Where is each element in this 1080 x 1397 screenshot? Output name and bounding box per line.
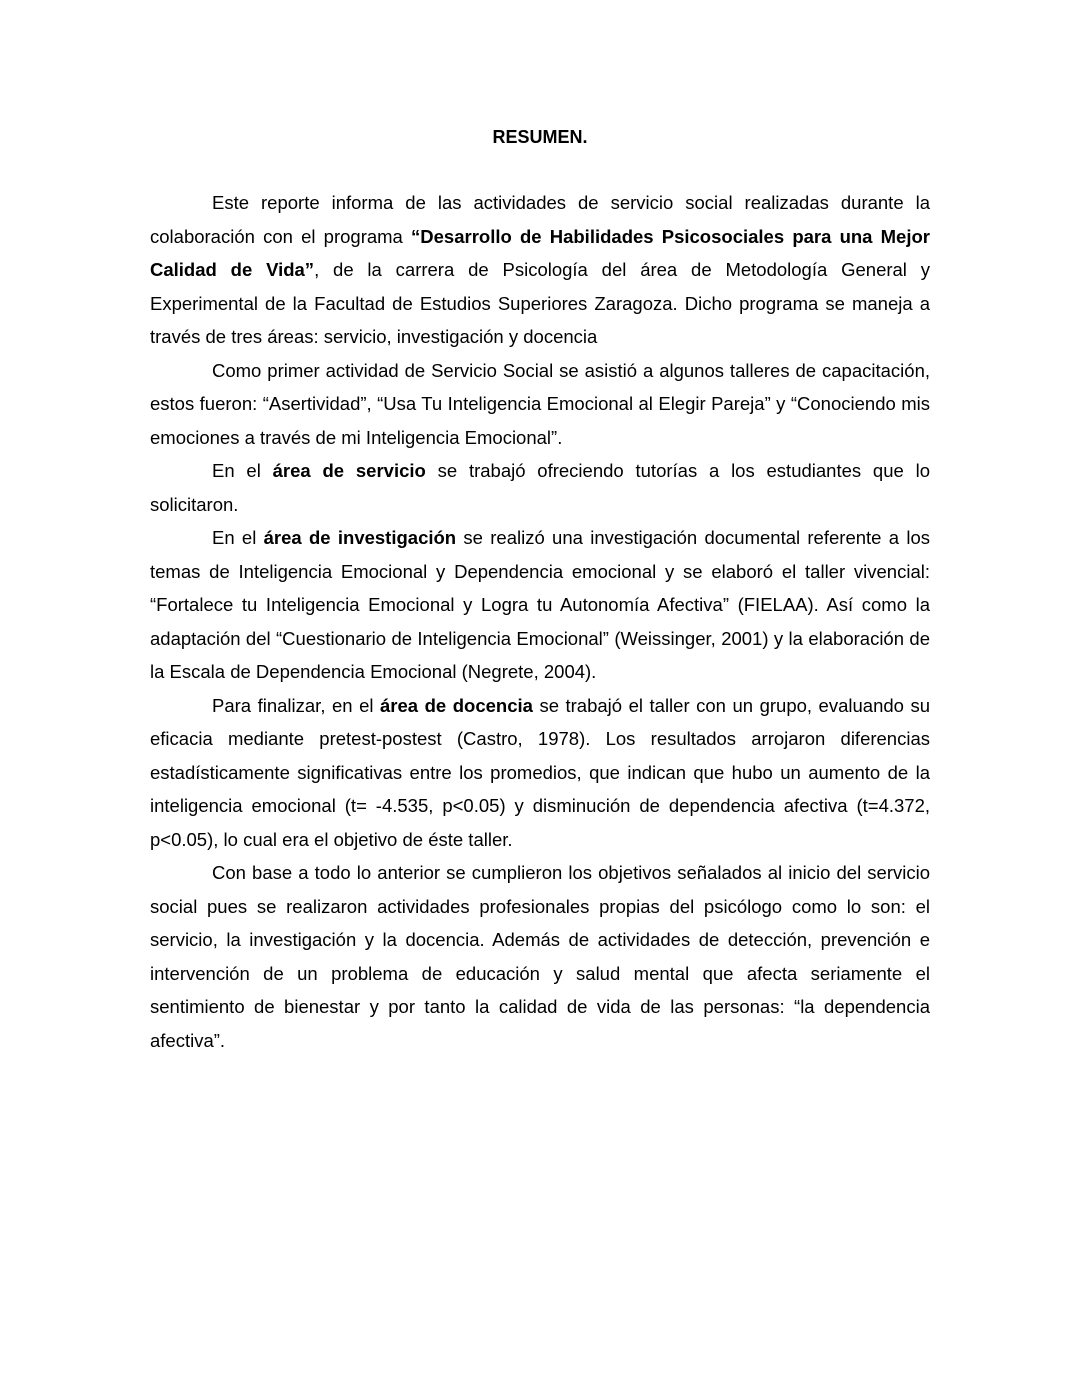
paragraph-program-intro [150, 186, 930, 354]
paragraph-text: Con base a todo lo anterior se cumplieron los objetivos señalados al inicio del servicio social pues se realizaron actividades profesionales propias del psicólogo como lo son: el servicio, la investigación y la docencia. Además de actividades de detección, prevención e intervención de un problema de educación y salud mental que afecta seriamente el sentimiento de bienestar y por tanto la calidad de vida de las personas: “la dependencia afectiva”. [150, 862, 930, 1051]
service-area-term: área de servicio [272, 460, 426, 481]
paragraph-workshops [150, 354, 930, 455]
paragraph-text: se trabajó ofreciendo tutorías a los estudiantes que lo solicitaron. [150, 460, 930, 515]
teaching-area-term: área de docencia [380, 694, 533, 716]
paragraph-research-area [150, 521, 930, 689]
paragraph-text: En el [212, 460, 273, 481]
paragraph-text: , de la carrera de Psicología del área de Metodología General y Experimental de la Facultad de Estudios Superiores Zaragoza. Dicho programa se maneja a través de tres áreas: servicio, investigación y docencia [150, 259, 930, 347]
paragraph-text: Para finalizar, en el [212, 694, 381, 716]
paragraph-service-area [150, 454, 930, 521]
paragraph-text: En el [212, 527, 264, 548]
paragraph-teaching-area [150, 689, 930, 857]
paragraph-text: Como primer actividad de Servicio Social se asistió a algunos talleres de capacitación, estos fueron: “Asertividad”, “Usa Tu Inteligencia Emocional al Elegir Pareja” y “Conociendo mis emociones a través de mi Inteligencia Emocional”. [150, 359, 930, 448]
paragraph-text: se trabajó el taller con un grupo, evaluando su eficacia mediante pretest-postest (Castro, 1978). Los resultados arrojaron diferencias estadísticamente significativas entre los promedios, que indican que hubo un aumento de la inteligencia emocional (t= -4.535, p<0.05) y disminución de dependencia afectiva (t=4.372, p<0.05), lo cual era el objetivo de éste taller. [150, 694, 930, 850]
program-name: “Desarrollo de Habilidades Psicosociales para una Mejor Calidad de Vida” [150, 225, 930, 280]
research-area-term: área de investigación [263, 527, 457, 548]
paragraph-conclusion [150, 856, 930, 1057]
page-title: RESUMEN. [492, 127, 588, 147]
paragraph-text: se realizó una investigación documental referente a los temas de Inteligencia Emocional y Dependencia emocional y se elaboró el taller vivencial: “Fortalece tu Inteligencia Emocional y Logra tu Autonomía Afectiva” (FIELAA). Así como la adaptación del “Cuestionario de Inteligencia Emocional” (Weissinger, 2001) y la elaboración de la Escala de Dependencia Emocional (Negrete, 2004). [150, 527, 930, 682]
abstract-body [150, 186, 930, 1057]
paragraph-text: Este reporte informa de las actividades de servicio social realizadas durante la colaboración con el programa [150, 192, 930, 247]
